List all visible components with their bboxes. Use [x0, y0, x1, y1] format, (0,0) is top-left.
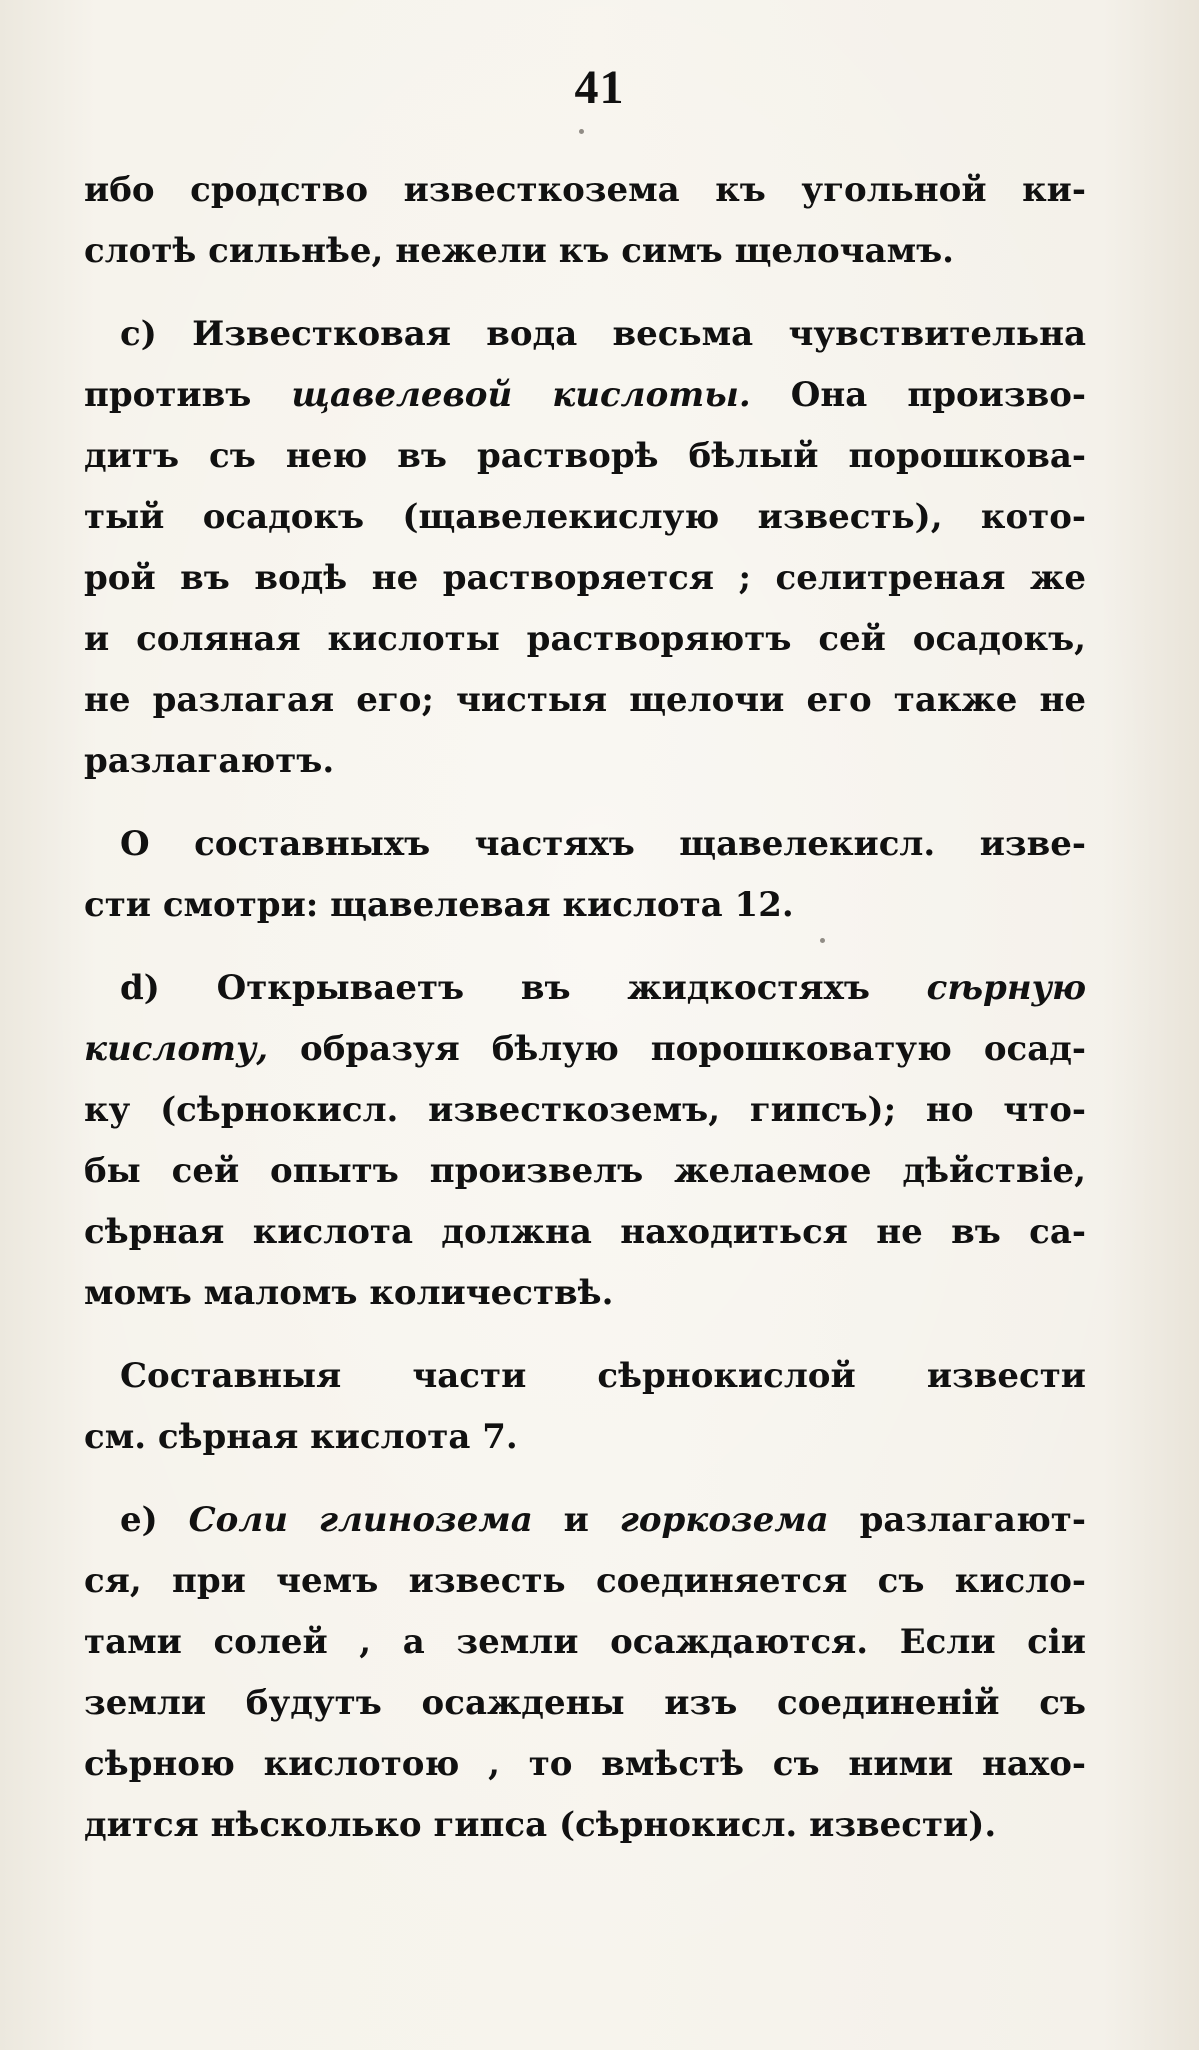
text-run: см. сѣрная кислота 7. — [84, 1417, 518, 1457]
text-line — [84, 670, 1086, 731]
text-run: тами солей , а земли осаждаются. Если сіи — [84, 1622, 1086, 1662]
text-line — [84, 875, 1086, 936]
text-run: образуя бѣлую порошковатую осад- — [268, 1029, 1086, 1069]
text-line — [84, 365, 1086, 426]
italic-text: щавелевой кислоты. — [291, 375, 751, 415]
text-run: дитъ съ нею въ растворѣ бѣлый порошкова- — [84, 436, 1086, 476]
text-run: земли будутъ осаждены изъ соединеній съ — [84, 1683, 1086, 1723]
text-run: слотѣ сильнѣе, нежели къ симъ щелочамъ. — [84, 231, 955, 271]
text-line — [84, 609, 1086, 670]
text-run: и соляная кислоты растворяютъ сей осадокъ, — [84, 619, 1086, 659]
text-run: не разлагая его; чистыя щелочи его также не — [84, 680, 1086, 720]
text-run: тый осадокъ (щавелекислую известь), кото- — [84, 497, 1086, 537]
text-line — [84, 1612, 1086, 1673]
text-line — [84, 958, 1086, 1019]
text-run: сѣрная кислота должна находиться не въ са- — [84, 1212, 1086, 1252]
text-run: ся, при чемъ известь соединяется съ кисло- — [84, 1561, 1086, 1601]
text-line — [84, 304, 1086, 365]
text-line — [84, 426, 1086, 487]
paragraph-p4 — [84, 958, 1086, 1324]
text-run: О составныхъ частяхъ щавелекисл. изве- — [120, 824, 1086, 864]
text-line — [84, 1407, 1086, 1468]
text-line — [84, 1141, 1086, 1202]
text-line — [84, 1673, 1086, 1734]
text-line — [84, 1734, 1086, 1795]
paragraph-p6 — [84, 1490, 1086, 1856]
paragraph-p1 — [84, 160, 1086, 282]
text-line — [84, 160, 1086, 221]
text-run: ку (сѣрнокисл. известкоземъ, гипсъ); но что- — [84, 1090, 1086, 1130]
text-run: противъ — [84, 375, 292, 415]
text-run: момъ маломъ количествѣ. — [84, 1273, 614, 1313]
text-run: разлагаютъ. — [84, 741, 335, 781]
text-run: дится нѣсколько гипса (сѣрнокисл. извести). — [84, 1805, 997, 1845]
text-run: с) Известковая вода весьма чувствительна — [120, 314, 1086, 354]
text-run: бы сей опытъ произвелъ желаемое дѣйствіе, — [84, 1151, 1086, 1191]
text-line — [84, 1263, 1086, 1324]
italic-text: Соли глинозема — [188, 1500, 533, 1540]
text-line — [84, 1551, 1086, 1612]
text-line — [84, 731, 1086, 792]
text-line — [84, 1080, 1086, 1141]
text-run: и — [532, 1500, 620, 1540]
text-line — [84, 814, 1086, 875]
paragraph-p3 — [84, 814, 1086, 936]
body-text — [84, 160, 1086, 1878]
text-run: разлагают- — [828, 1500, 1086, 1540]
italic-text: горкозема — [619, 1500, 829, 1540]
text-run: Составныя части сѣрнокислой извести — [120, 1356, 1086, 1396]
text-run: сѣрною кислотою , то вмѣстѣ съ ними нахо- — [84, 1744, 1086, 1784]
text-run: е) — [120, 1500, 189, 1540]
italic-text: сѣрную — [926, 968, 1086, 1008]
text-run: Она произво- — [750, 375, 1086, 415]
text-line — [84, 487, 1086, 548]
text-run: сти смотри: щавелевая кислота 12. — [84, 885, 794, 925]
text-line — [84, 1202, 1086, 1263]
text-line — [84, 548, 1086, 609]
paragraph-p2 — [84, 304, 1086, 792]
italic-text: кислоту, — [84, 1029, 269, 1069]
text-run: рой въ водѣ не растворяется ; селитреная же — [84, 558, 1086, 598]
ink-speck — [579, 129, 584, 134]
text-run: ибо сродство известкоземa къ угольной ки- — [84, 170, 1086, 210]
page-number: 41 — [574, 61, 625, 114]
text-line — [84, 1490, 1086, 1551]
text-line — [84, 1795, 1086, 1856]
text-run: d) Открываетъ въ жидкостяхъ — [120, 968, 927, 1008]
text-line — [84, 221, 1086, 282]
text-line — [84, 1346, 1086, 1407]
text-line — [84, 1019, 1086, 1080]
paragraph-p5 — [84, 1346, 1086, 1468]
